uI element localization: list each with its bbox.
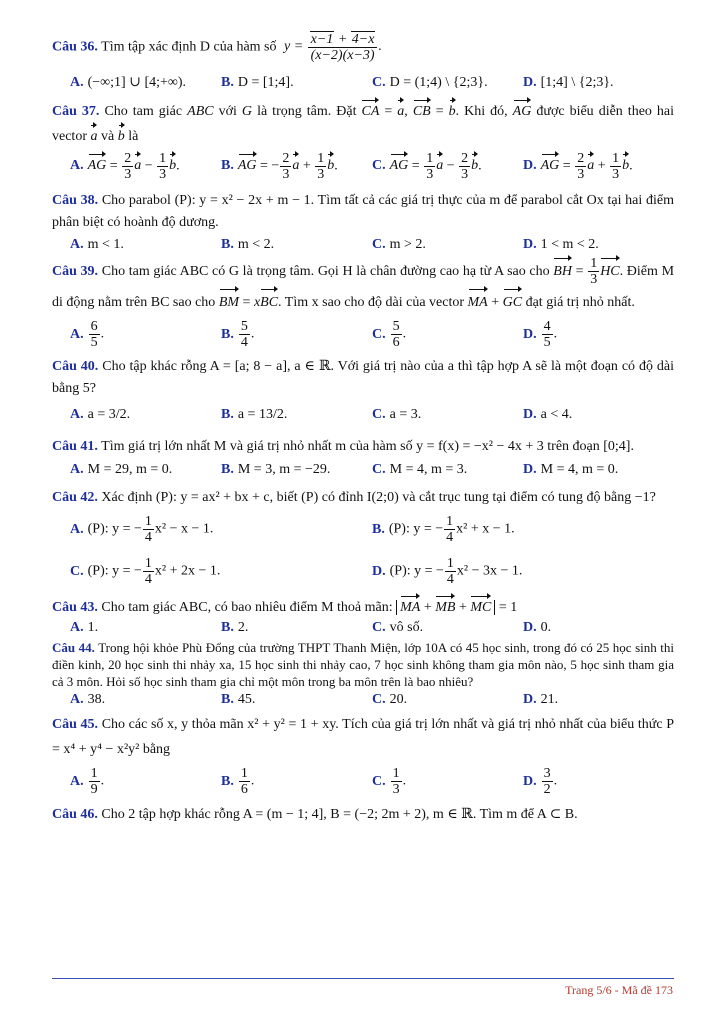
- option-d[interactable]: D. 1 < m < 2.: [523, 237, 599, 252]
- question-text: Tìm giá trị lớn nhất M và giá trị nhỏ nhất m của hàm số y = f(x) = −x² − 4x + 3 trên đoạn [0;4].: [101, 439, 634, 455]
- question-39: Câu 39. Cho tam giác ABC có G là trọng tâm. Gọi H là chân đường cao hạ từ A sao cho BH = $\frac{1}{3}$ HC. Điểm M di động nằm trên BC sao cho BM = xBC. Tìm x sao cho độ dài của vector MA + GC đạt giá trị nhỏ nhất.: [52, 256, 674, 316]
- options-44: [52, 690, 674, 710]
- question-text: Cho tập khác rỗng A = [a; 8 − a], a ∈ ℝ. Với giá trị nào của a thì tập hợp A sẽ là một đoạn có độ dài bằng 5?: [52, 359, 674, 397]
- options-42-row2: [52, 552, 674, 590]
- question-label: Câu 38.: [52, 193, 99, 208]
- option-b[interactable]: B. a = 13/2.: [221, 407, 288, 423]
- option-a[interactable]: A. $\frac{6}{5}$ .: [70, 318, 105, 350]
- options-42-row1: [52, 510, 674, 548]
- question-45: [52, 712, 674, 762]
- option-d[interactable]: D. a < 4.: [523, 407, 573, 423]
- option-c[interactable]: C. M = 4, m = 3.: [372, 462, 468, 478]
- option-a[interactable]: A. 1.: [70, 620, 99, 636]
- option-c[interactable]: C. D = (1;4) \ {2;3}.: [372, 75, 488, 90]
- question-label: Câu 37.: [52, 104, 100, 119]
- option-d[interactable]: D. AG = $\frac{2}{3}$ a + $\frac{1}{3}$ b.: [523, 150, 633, 182]
- option-b[interactable]: B. (P): y = − $\frac{1}{4}$ x² + x − 1.: [372, 513, 515, 545]
- centroid-name: G: [241, 104, 253, 119]
- option-c[interactable]: C. vô số.: [372, 620, 424, 636]
- question-label: Câu 42.: [52, 490, 98, 506]
- option-c[interactable]: C. AG = $\frac{1}{3}$ a − $\frac{2}{3}$ b.: [372, 150, 482, 182]
- question-text: và: [100, 129, 115, 144]
- option-a[interactable]: A. m < 1.: [70, 237, 124, 252]
- question-38: [52, 190, 674, 234]
- option-c[interactable]: C. a = 3.: [372, 407, 422, 423]
- question-label: Câu 40.: [52, 359, 99, 375]
- question-46: [52, 804, 674, 826]
- question-text: Tìm tập xác định D của hàm số: [101, 39, 277, 55]
- option-b[interactable]: B. 45.: [221, 692, 256, 708]
- question-text: Cho tam giác: [104, 104, 183, 119]
- option-a[interactable]: A. AG = $\frac{2}{3}$ a − $\frac{1}{3}$ b.: [70, 150, 180, 182]
- question-label: Câu 44.: [52, 640, 95, 656]
- question-text: được biểu diễn theo hai vector: [52, 104, 675, 144]
- triangle-name: ABC: [187, 104, 214, 119]
- option-a[interactable]: A. M = 29, m = 0.: [70, 462, 173, 478]
- question-label: Câu 41.: [52, 439, 98, 455]
- question-text: Cho tam giác ABC, có bao nhiêu điểm M thoả mãn:: [101, 600, 393, 616]
- question-text: Cho 2 tập hợp khác rỗng A = (m − 1; 4], B = (−2; 2m + 2), m ∈ ℝ. Tìm m để A ⊂ B.: [101, 807, 578, 823]
- option-d[interactable]: D. M = 4, m = 0.: [523, 462, 619, 478]
- option-c[interactable]: C. $\frac{1}{3}$ .: [372, 765, 407, 797]
- question-label: Câu 45.: [52, 717, 99, 733]
- option-c[interactable]: C. 20.: [372, 692, 408, 708]
- question-36: [52, 22, 674, 72]
- option-a[interactable]: A. 38.: [70, 692, 106, 708]
- option-c[interactable]: C. (P): y = − $\frac{1}{4}$ x² + 2x − 1.: [70, 555, 221, 587]
- option-a[interactable]: A. (P): y = − $\frac{1}{4}$ x² − x − 1.: [70, 513, 214, 545]
- options-37: [52, 148, 674, 184]
- page-footer: Trang 5/6 - Mã đề 173: [565, 983, 673, 997]
- option-a[interactable]: A. a = 3/2.: [70, 407, 131, 423]
- footer-divider: [52, 978, 674, 979]
- question-43: Câu 43. Cho tam giác ABC, có bao nhiêu điểm M thoả mãn: MA + MB + MC = 1: [52, 594, 674, 619]
- option-b[interactable]: B. m < 2.: [221, 237, 275, 252]
- option-b[interactable]: B. 2.: [221, 620, 249, 636]
- option-b[interactable]: B. D = [1;4].: [221, 75, 294, 90]
- option-d[interactable]: D. $\frac{3}{2}$ .: [523, 765, 558, 797]
- option-d[interactable]: D. [1;4] \ {2;3}.: [523, 75, 614, 90]
- question-text: Cho các số x, y thỏa mãn x² + y² = 1 + xy. Tích của giá trị lớn nhất và giá trị nhỏ nhất của biểu thức P = x⁴ + y⁴ − x²y² bằng: [52, 717, 675, 758]
- options-40: [52, 400, 674, 430]
- question-label: Câu 46.: [52, 807, 98, 823]
- question-text: Cho tam giác ABC có G là trọng tâm. Gọi H là chân đường cao hạ từ A sao cho: [101, 264, 550, 279]
- options-39: [52, 316, 674, 352]
- formula: y = $\frac{x-1 + 4-x}{(x-2)(x-3)}$ .: [284, 31, 382, 63]
- options-36: [52, 72, 674, 94]
- options-43: [52, 619, 674, 637]
- question-label: Câu 36.: [52, 39, 98, 55]
- question-text: là trọng tâm. Đặt: [257, 104, 357, 119]
- question-text: là: [128, 129, 139, 144]
- option-d[interactable]: D. 21.: [523, 692, 559, 708]
- question-text: . Tìm x sao cho độ dài của vector: [278, 295, 465, 311]
- question-text: Xác định (P): y = ax² + bx + c, biết (P) có đỉnh I(2;0) và cắt trục tung tại điểm có tung độ bằng −1?: [101, 490, 656, 506]
- question-41: [52, 434, 674, 459]
- question-44: [52, 639, 674, 690]
- question-text: đạt giá trị nhỏ nhất.: [525, 295, 635, 311]
- question-text: Cho parabol (P): y = x² − 2x + m − 1. Tìm tất cả các giá trị thực của m để parabol cắt Ox tại hai điểm phân biệt có hoành độ dương.: [52, 193, 674, 230]
- option-b[interactable]: B. $\frac{5}{4}$ .: [221, 318, 255, 350]
- option-d[interactable]: D. 0.: [523, 620, 552, 636]
- question-40: [52, 356, 674, 400]
- option-b[interactable]: B. $\frac{1}{6}$ .: [221, 765, 255, 797]
- question-text: với: [218, 104, 237, 119]
- question-text: . Điểm M di động nằm trên BC sao cho: [52, 264, 675, 311]
- option-b[interactable]: B. M = 3, m = −29.: [221, 462, 331, 478]
- question-label: Câu 43.: [52, 600, 98, 616]
- options-38: [52, 234, 674, 256]
- option-c[interactable]: C. m > 2.: [372, 237, 426, 252]
- exam-page: [52, 22, 674, 826]
- option-a[interactable]: A. (−∞;1] ∪ [4;+∞).: [70, 75, 187, 90]
- question-text: . Khi đó,: [455, 104, 508, 119]
- question-37: Câu 37. Cho tam giác ABC với G là trọng tâm. Đặt CA = a, CB = b. Khi đó, AG được biểu diễn theo hai vector a và b là: [52, 98, 674, 148]
- option-d[interactable]: D. $\frac{4}{5}$ .: [523, 318, 558, 350]
- options-45: [52, 762, 674, 800]
- question-42: [52, 485, 674, 510]
- question-text: Trong hội khỏe Phù Đổng của trường THPT Thanh Miện, lớp 10A có 45 học sinh, trong đó có 25 học sinh thi điền kinh, 20 học sinh thi nhảy xa, 15 học sinh thi nhảy cao, 7 học sinh không tham gia môn nào, 5 học sinh tham gia cả 3 môn. Hỏi số học sinh tham gia chỉ một môn trong ba môn trên là bao nhiêu?: [52, 640, 675, 690]
- equation-rhs: = 1: [498, 600, 518, 616]
- option-b[interactable]: B. AG = − $\frac{2}{3}$ a + $\frac{1}{3}$ b.: [221, 150, 338, 182]
- question-label: Câu 39.: [52, 264, 99, 279]
- options-41: [52, 459, 674, 481]
- option-d[interactable]: D. (P): y = − $\frac{1}{4}$ x² − 3x − 1.: [372, 555, 523, 587]
- option-c[interactable]: C. $\frac{5}{6}$ .: [372, 318, 407, 350]
- option-a[interactable]: A. $\frac{1}{9}$ .: [70, 765, 105, 797]
